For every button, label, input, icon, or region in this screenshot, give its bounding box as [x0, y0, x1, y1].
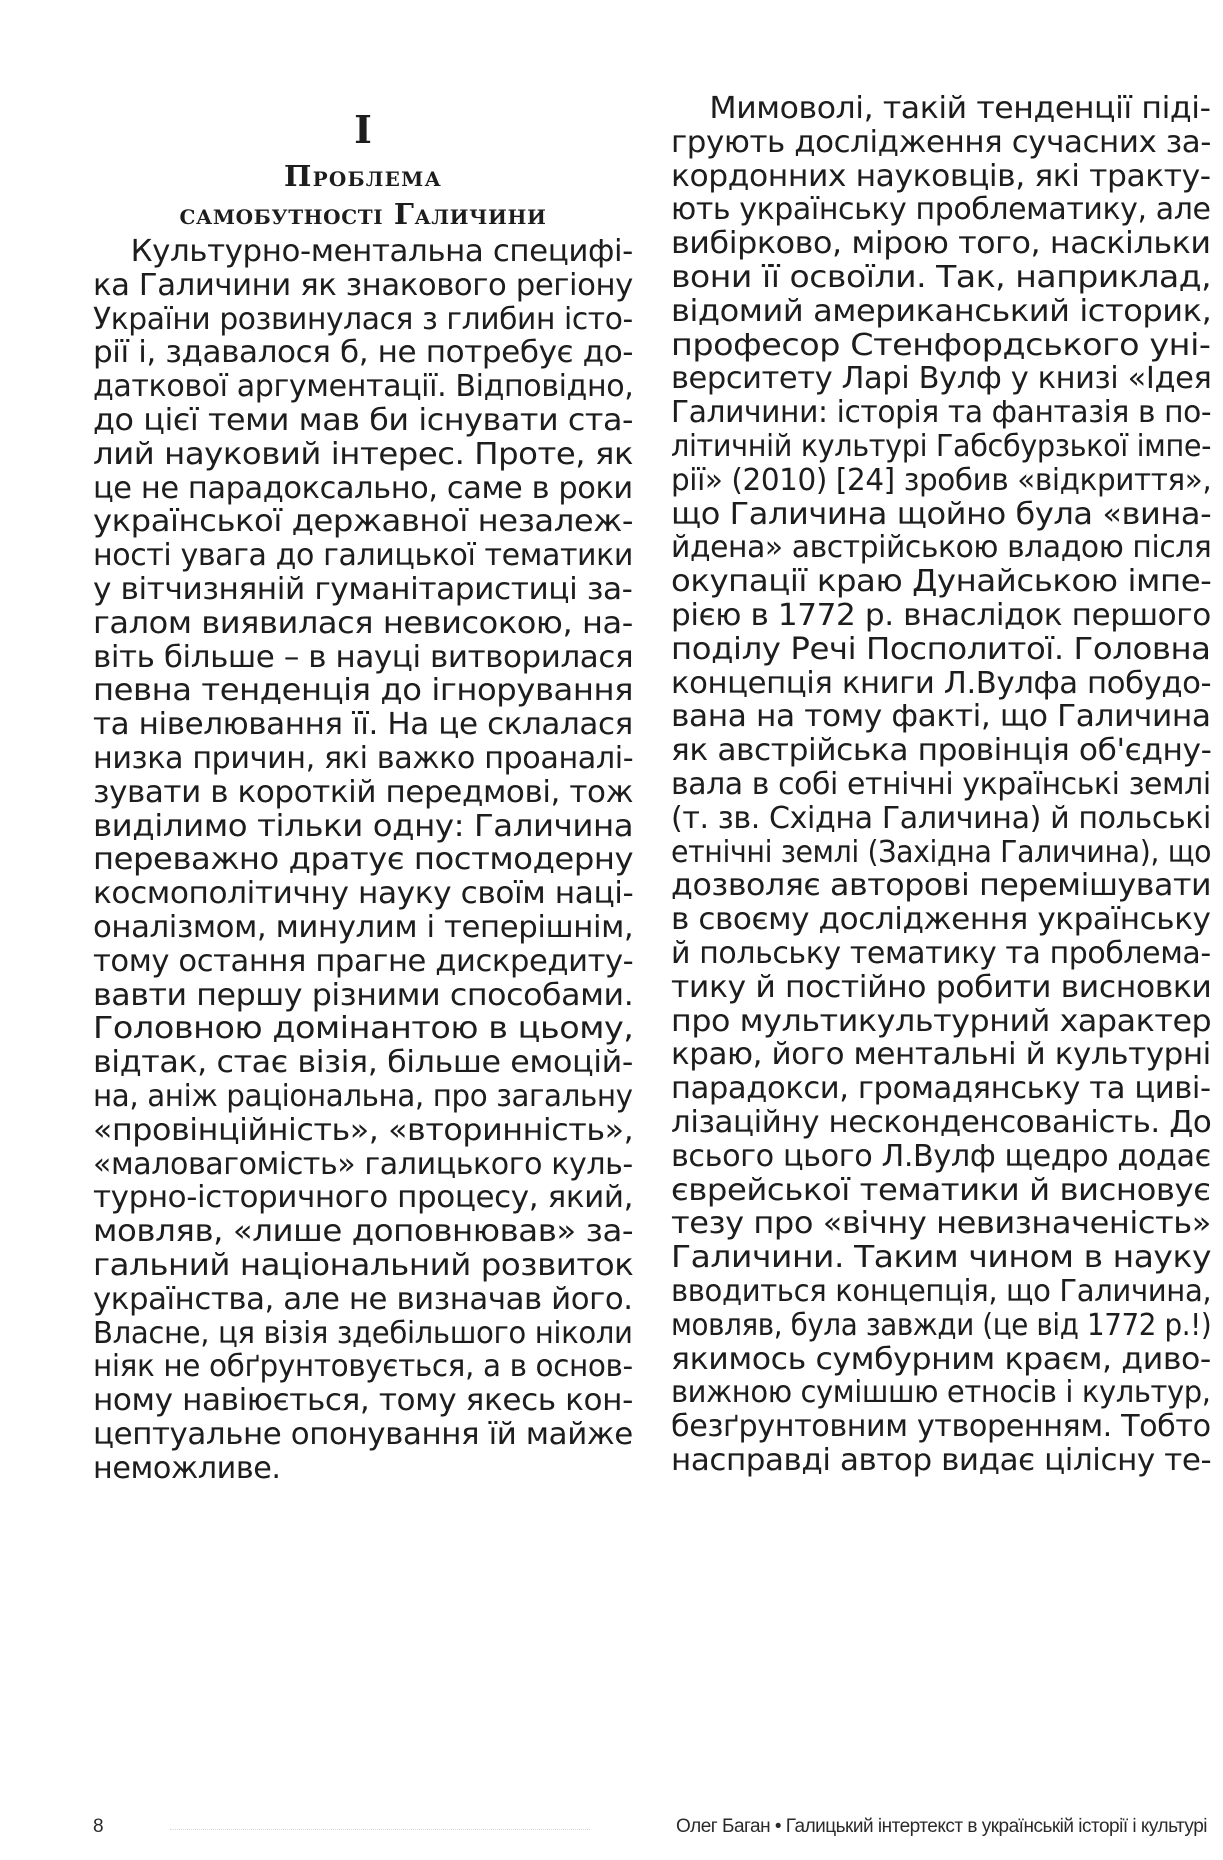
- text-line: що Галичина щойно була «вина-: [671, 496, 1212, 532]
- text-line: кордонних науковців, які тракту-: [671, 158, 1211, 194]
- text-line: (т. зв. Східна Галичина) й польські: [671, 800, 1212, 836]
- text-line: ють українську проблематику, але: [671, 192, 1211, 228]
- text-line: якимось сумбурним краєм, диво-: [671, 1341, 1211, 1377]
- text-line: Мимоволі, такій тенденції піді-: [671, 91, 1211, 126]
- text-line: концепція книги Л.Вулфа побудо-: [671, 665, 1212, 701]
- text-line: йдена» австрійською владою після: [671, 530, 1212, 566]
- text-line: насправді автор видає цілісну те-: [671, 1443, 1212, 1478]
- text-line: краю, його ментальні й культурні: [671, 1037, 1211, 1073]
- text-line: грують дослідження сучасних за-: [671, 124, 1212, 160]
- text-line: верситету Ларі Вулф у книзі «Ідея: [671, 361, 1212, 397]
- text-line: відомий американський історик,: [671, 293, 1212, 329]
- text-line: вала в собі етнічні українські землі: [671, 767, 1211, 802]
- text-line: «маловагомість» галицького куль-: [93, 1146, 633, 1182]
- text-line: на, аніж раціональна, про загальну: [93, 1079, 633, 1114]
- text-line: неможливе.: [93, 1450, 281, 1486]
- text-line: ніяк не обґрунтовується, а в основ-: [93, 1349, 633, 1385]
- text-line: Власне, ця візія здебільшого ніколи: [93, 1315, 633, 1351]
- text-line: турно-історичного процесу, який,: [93, 1180, 634, 1216]
- text-line: вводиться концепція, що Галичина,: [671, 1274, 1212, 1309]
- text-line: ності увага до галицької тематики: [93, 538, 634, 574]
- text-line: зувати в короткій передмові, тож: [93, 774, 634, 810]
- text-line: рії» (2010) [24] зробив «відкриття»,: [671, 462, 1212, 498]
- text-line: про мультикультурний характер: [671, 1003, 1212, 1039]
- text-line: парадокси, громадянську та циві-: [671, 1071, 1211, 1107]
- text-line: етнічні землі (Західна Галичина), що: [671, 834, 1212, 870]
- text-line: єврейської тематики й висновує: [671, 1172, 1211, 1208]
- text-line: вавти першу різними способами.: [93, 977, 634, 1013]
- text-line: української державної незалеж-: [93, 504, 634, 540]
- text-line: дозволяє авторові перемішувати: [671, 868, 1212, 904]
- text-line: поділу Речі Посполитої. Головна: [671, 631, 1211, 667]
- text-line: мовляв, «лише доповнював» за-: [93, 1214, 634, 1250]
- text-line: рії і, здавалося б, не потребує до-: [93, 335, 634, 371]
- text-line: та нівелювання її. На це склалася: [93, 707, 633, 743]
- text-line: певна тенденція до ігнорування: [93, 673, 634, 709]
- text-line: літичній культурі Габсбурзької імпе-: [671, 429, 1212, 464]
- text-line: гальний національний розвиток: [93, 1248, 634, 1283]
- text-line: переважно дратує постмодерну: [93, 842, 634, 878]
- text-line: до цієї теми мав би існувати ста-: [93, 403, 634, 438]
- text-line: вибірково, мірою того, наскільки: [671, 226, 1211, 262]
- text-line: професор Стенфордського уні-: [671, 327, 1211, 363]
- text-line: цептуальне опонування їй майже: [93, 1417, 633, 1452]
- footer-divider: [170, 1829, 590, 1830]
- text-line: оналізмом, минулим і теперішнім,: [93, 910, 634, 945]
- text-line: рією в 1772 р. внаслідок першого: [671, 598, 1211, 633]
- text-line: Культурно-ментальна специфі-: [93, 234, 633, 269]
- text-line: тезу про «вічну невизначеність»: [671, 1206, 1211, 1242]
- text-line: мовляв, була завжди (це від 1772 р.!): [671, 1307, 1212, 1343]
- text-line: космополітичну науку своїм наці-: [93, 876, 634, 912]
- text-line: низка причин, які важко проаналі-: [93, 741, 634, 776]
- chapter-number: I: [354, 107, 372, 152]
- text-line: відтак, стає візія, більше емоцій-: [93, 1045, 633, 1081]
- text-line: як австрійська провінція об'єдну-: [671, 733, 1212, 769]
- text-line: Головною домінантою в цьому,: [93, 1011, 634, 1047]
- text-line: галом виявилася невисокою, на-: [93, 605, 633, 641]
- text-line: в своєму дослідження українську: [671, 902, 1211, 938]
- chapter-title-line-2: самобутності Галичини: [179, 197, 547, 231]
- text-line: ка Галичини як знакового регіону: [93, 267, 633, 303]
- text-line: всього цього Л.Вулф щедро додає: [671, 1138, 1211, 1174]
- text-line: вони її освоїли. Так, наприклад,: [671, 260, 1212, 295]
- text-line: це не парадоксально, саме в роки: [93, 470, 633, 506]
- text-line: вижною сумішшю етносів і культур,: [671, 1375, 1211, 1411]
- text-line: тику й постійно робити висновки: [671, 969, 1212, 1005]
- text-line: лізаційну несконденсованість. До: [671, 1105, 1212, 1140]
- text-line: окупації краю Дунайською імпе-: [671, 564, 1212, 600]
- text-line: лий науковий інтерес. Проте, як: [93, 436, 634, 472]
- text-line: віть більше – в науці витворилася: [93, 639, 634, 675]
- text-line: ному навіюється, тому якесь кон-: [93, 1383, 633, 1419]
- text-line: тому остання прагне дискредиту-: [93, 943, 634, 979]
- text-line: у вітчизняній гуманітаристиці за-: [93, 572, 633, 607]
- text-line: України розвинулася з глибин істо-: [93, 301, 633, 337]
- text-line: виділимо тільки одну: Галичина: [93, 808, 634, 844]
- chapter-title-line-1: Проблема: [284, 159, 442, 193]
- running-footer: Олег Баган • Галицький інтертекст в українській історії і культурі: [676, 1816, 1207, 1837]
- text-line: й польську тематику та проблема-: [671, 936, 1211, 971]
- text-line: даткової аргументації. Відповідно,: [93, 369, 634, 405]
- text-line: «провінційність», «вторинність»,: [93, 1112, 634, 1148]
- text-line: безґрунтовним утворенням. Тобто: [671, 1409, 1211, 1445]
- text-line: Галичини: історія та фантазія в по-: [671, 395, 1212, 431]
- text-line: Галичини. Таким чином в науку: [671, 1240, 1211, 1276]
- page-number: 8: [93, 1816, 104, 1837]
- text-line: вана на тому факті, що Галичина: [671, 699, 1211, 735]
- text-line: українства, але не визначав його.: [93, 1281, 633, 1317]
